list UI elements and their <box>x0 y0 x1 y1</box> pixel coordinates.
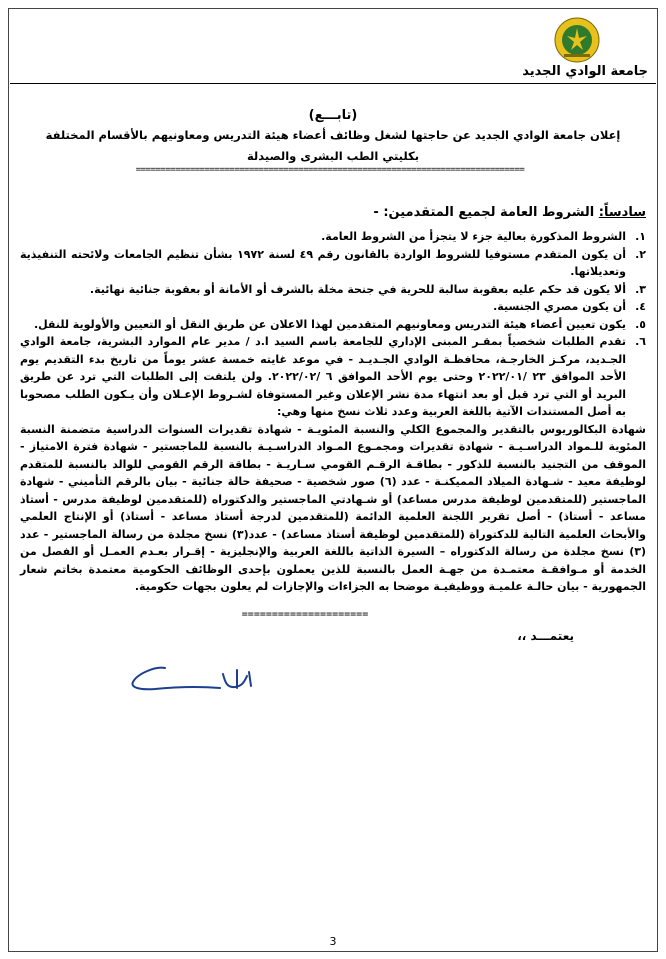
item-text: الشروط المذكورة بعالية جزء لا يتجزأ من الشروط العامة. <box>321 230 626 243</box>
section-heading-text: الشروط العامة لجميع المتقدمين: - <box>373 205 599 220</box>
header-divider <box>10 83 656 84</box>
list-item <box>20 316 646 334</box>
item-number: ٤. <box>635 300 646 313</box>
signature-image <box>125 652 260 700</box>
list-item <box>20 281 646 299</box>
item-number: ٦. <box>635 335 646 348</box>
list-item <box>20 246 646 281</box>
item-text: ألا يكون قد حكم عليه بعقوبة سالبة للحرية في جنحة مخلة بالشرف أو الأمانة أو بعقوبة جنائية نهائية. <box>89 282 626 296</box>
university-logo <box>550 16 604 66</box>
list-item <box>20 298 646 316</box>
item-text: تقدم الطلبات شخصياً بمقـر المبنى الإداري للجامعة باسم السيد ا.د / مدير عام الموارد البشرية، جامعة الوادي الجـديد، مركـز الخارجـة، محافظـة الوادي الجـديـد - في موعد غايته خمسة عشر يوماً من تاريخ بدء التقديم يوم الأحد الموافق ٢٣ /٢٠٢٢/٠١ وحتى يوم الأحد الموافق ٦ /٢٠٢٢/٠٢. ولن يلتفت إلى الطلبات التي ترد عن طريق البريد أو التي ترد قبل أو بعد انتهاء مدة نشر الإعلان وغير المستوفاة لشـروط الإعـلان وأن يـكون الطلب مصحوبا به أصل المستندات الآتية باللغة العربية وعدد ثلاث نسخ منها وهي: <box>20 335 626 418</box>
continuation-label: (تابـــع) <box>308 108 358 123</box>
item-number: ٥. <box>635 317 646 331</box>
item-text: أن يكون المتقدم مستوفيا للشروط الواردة بالقانون رقم ٤٩ لسنة ١٩٧٢ بشأن تنظيم الجامعات ولائحته التنفيذية وتعديلاتها. <box>20 247 627 278</box>
documents-paragraph: شهادة البكالوريوس بالتقدير والمجموع الكلي والنسبة المئويـة - شهادة تقديرات السنوات الدراسية متضمنة النسبة المئوية للـمواد الدراسـيـة - شهادة تقديرات ومجمـوع المـواد الدراسـيـة بالنسبة للماجستير - شهادة فترة الامتياز - الموقف من التجنيد بالنسبة للذكور - بطاقـة الرقـم القومي سـاريـة - بطاقة الرقم القومي للوالد بالنسبة للمتقدم لوظيفة معيد - شـهادة الميلاد المميكنـة - عدد (٦) صور شخصية - صحيفة حالة جنائية - بيان بالرقم التأميني - شهادة الماجستير (للمتقدمين لوظيفة مدرس مساعد) أو شـهادتي الماجستير والدكتوراه (للمتقدمين لوظيفة مدرس - أستاذ مساعد - أستاذ) - أصل تقرير اللجنة العلمية الدائمة (للمتقدمين لدرجة أستاذ مساعد - أستاذ) أو الإنتاج العلمي والأبحاث العلمية التالية للدكتوراة (للمتقدمين لوظيفة أستاذ مساعد) - عدد(٣) نسخ مجلدة من رسالة الماجستير - عدد (٣) نسخ مجلدة من رسالة الدكتوراه – السيرة الذاتية باللغة العربية والإنجليزية - إقـرار بعـدم العمـل أو الفصل من الخدمة أو مـوافقـة معتمـدة من جهـة العمل بالنسبة للذين يعملون بإحدى الوظائف الحكومية معتمدة بخاتم شعار الجمهورية - بيان حالـة علميـة ووظيفيـة موضحا به الجزاءات والإجازات لم يعلون بجهات حكومية. <box>20 422 647 593</box>
title-separator: =============================================================================== <box>135 165 525 175</box>
item-number: ٣. <box>635 282 646 296</box>
item-number: ٢. <box>635 247 646 261</box>
announcement-title: إعلان جامعة الوادي الجديد عن حاجتها لشغل وظائف أعضاء هيئة التدريس ومعاونيهم بالأقسام المختلفة بكليتي الطب البشرى والصيدلة <box>45 128 621 163</box>
university-name: جامعة الوادي الجديد <box>522 64 648 79</box>
list-item <box>20 333 646 421</box>
list-item <box>20 228 646 246</box>
conditions-list <box>20 228 646 607</box>
item-number: ١. <box>635 230 646 243</box>
item-text: أن يكون مصري الجنسية. <box>493 300 626 313</box>
page-number: 3 <box>329 935 337 948</box>
approval-label: يعتمـــد ،، <box>517 629 574 643</box>
footer-separator: ===================== <box>241 609 369 620</box>
section-label: سادساً: <box>598 205 646 220</box>
item-text: يكون تعيين أعضاء هيئة التدريس ومعاونيهم المتقدمين لهذا الاعلان عن طريق النقل أو التعيين والأولوية للنقل. <box>33 317 626 331</box>
section-heading <box>373 205 646 220</box>
